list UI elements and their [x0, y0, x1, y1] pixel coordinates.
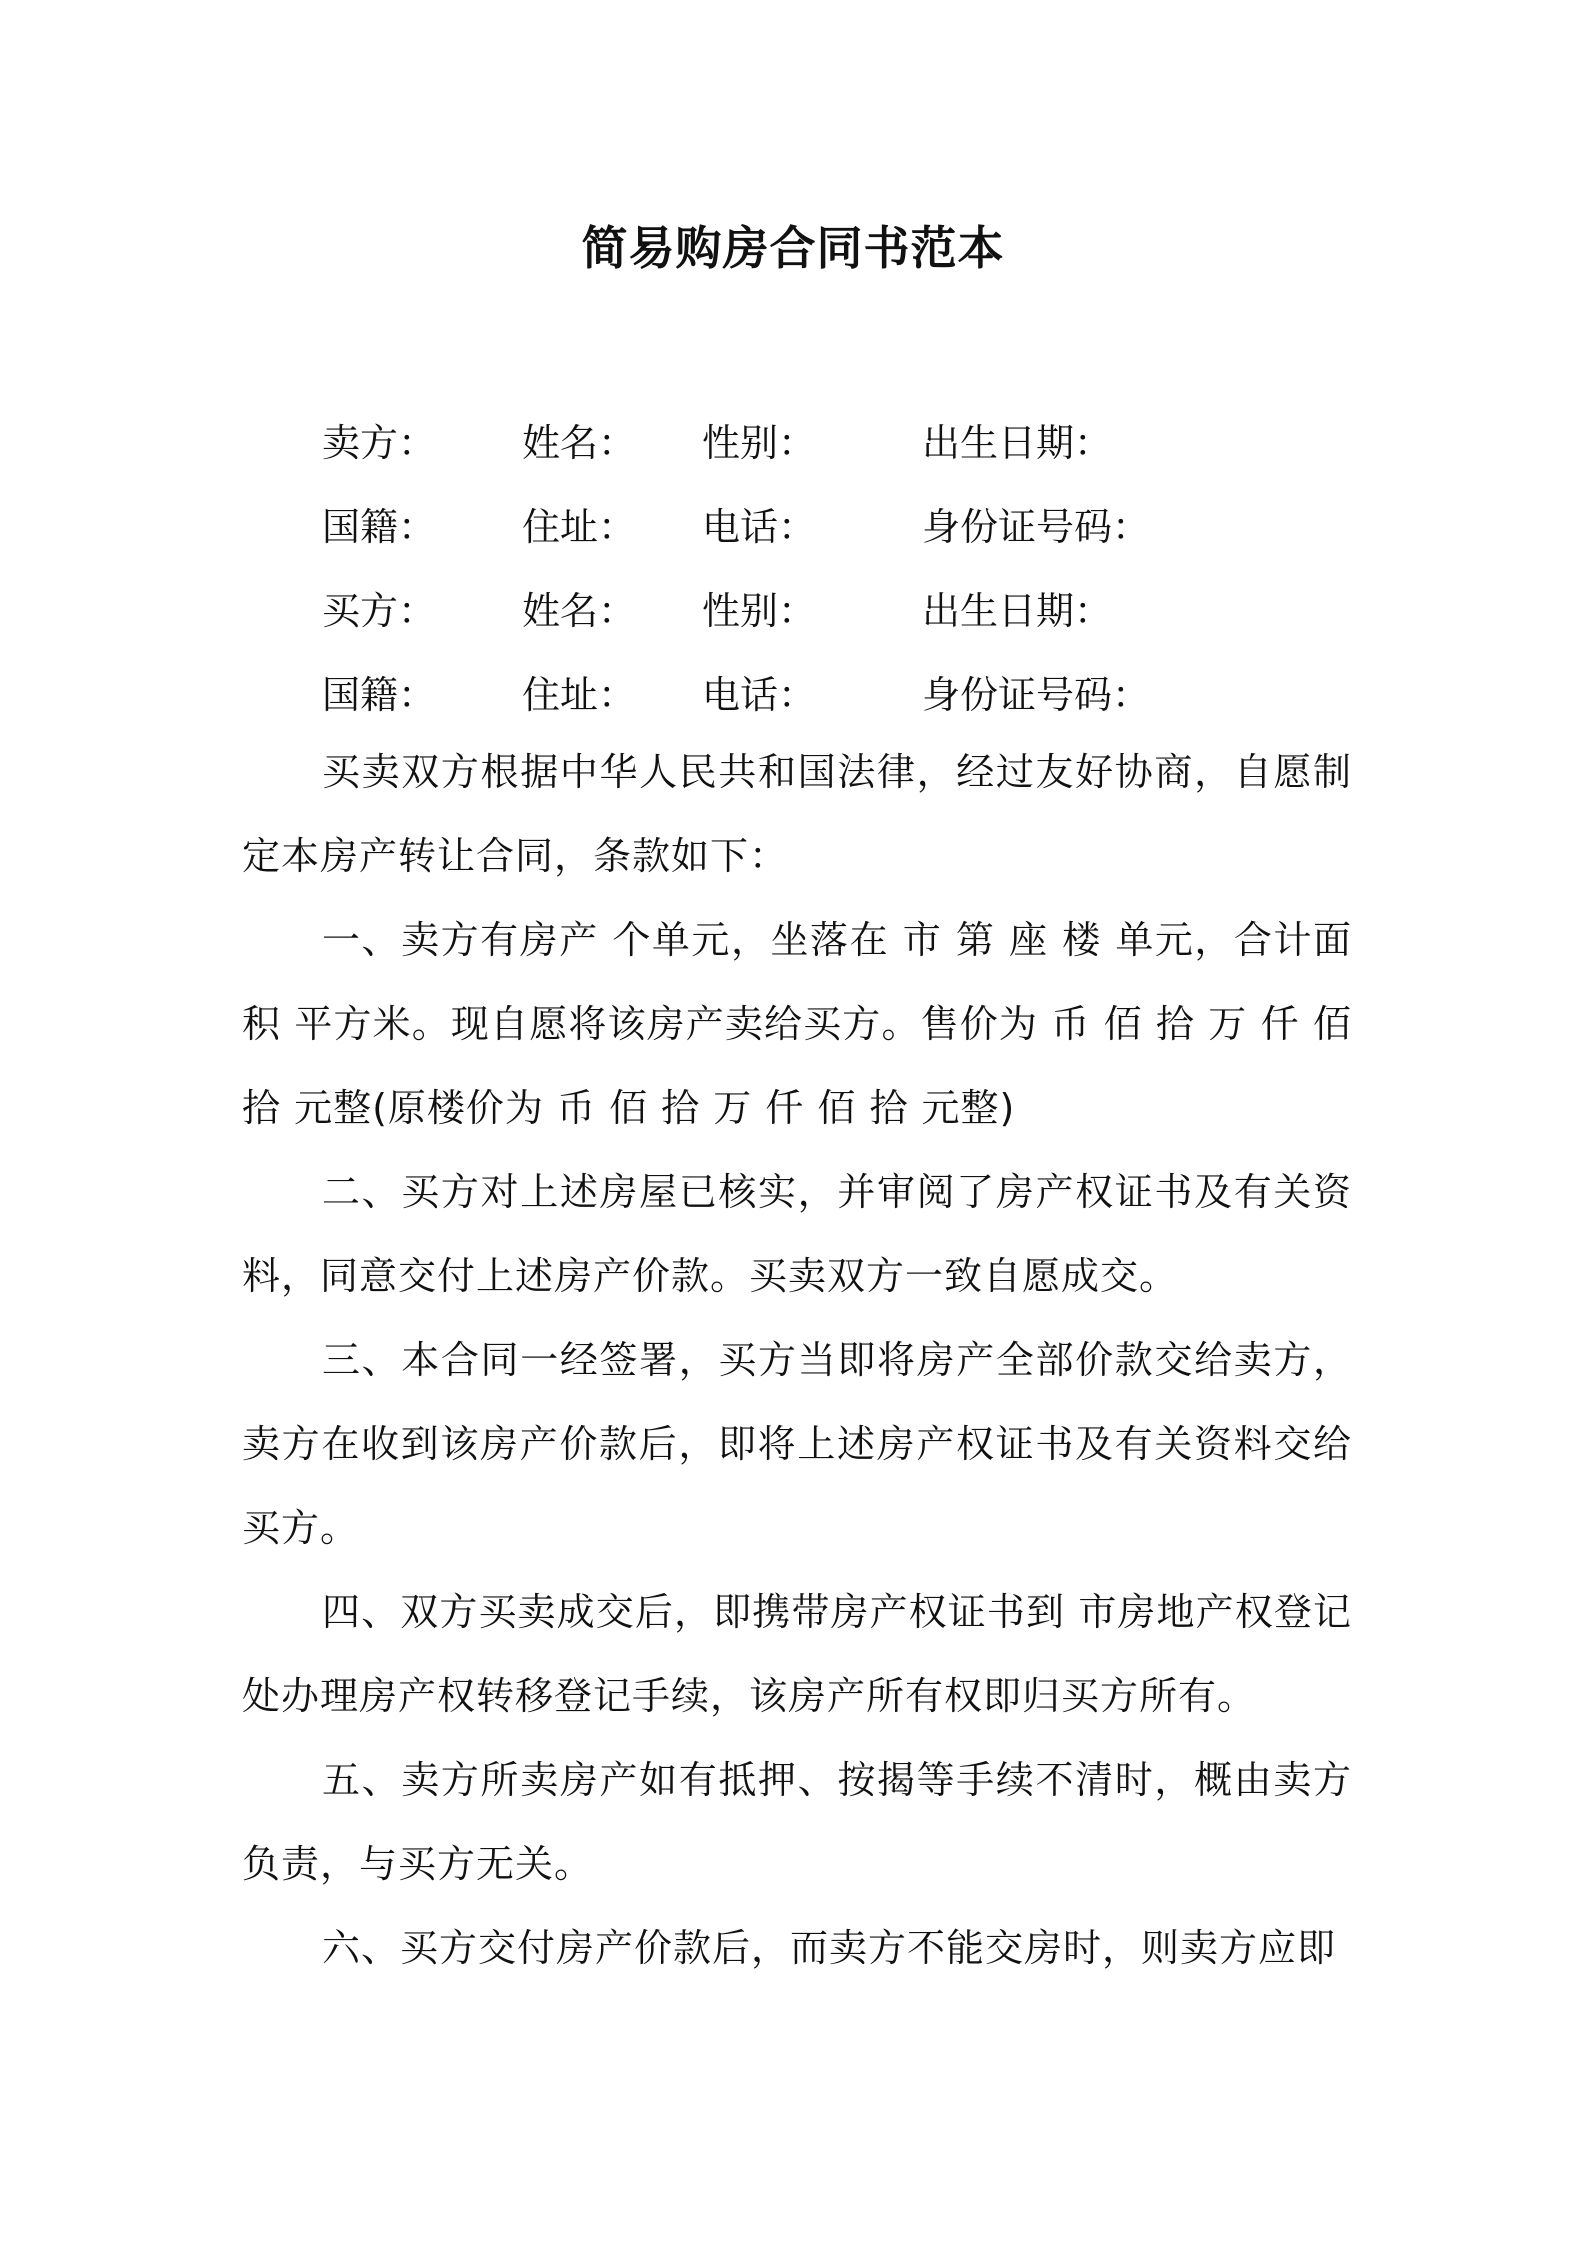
- buyer-name-label: 姓名：: [522, 589, 637, 633]
- clause-2-paragraph: 二、买方对上述房屋已核实，并审阅了房产权证书及有关资料，同意交付上述房产价款。买卖双方一致自愿成交。: [242, 1170, 1352, 1298]
- clause-1-paragraph: 一、卖方有房产 个单元，坐落在 市 第 座 楼 单元，合计面积 平方米。现自愿将该房产卖给买方。售价为 币 佰 拾 万 仟 佰 拾 元整(原楼价为 币 佰 拾 万 仟 佰 拾 元整): [242, 918, 1352, 1130]
- intro-paragraph: 买卖双方根据中华人民共和国法律，经过友好协商，自愿制定本房产转让合同，条款如下：: [242, 750, 1352, 878]
- clause-6-paragraph: 六、买方交付房产价款后，而卖方不能交房时，则卖方应即: [322, 1926, 1337, 1970]
- buyer-phone-label: 电话：: [702, 673, 817, 717]
- buyer-address-label: 住址：: [522, 673, 637, 717]
- clause-5-paragraph: 五、卖方所卖房产如有抵押、按揭等手续不清时，概由卖方负责，与买方无关。: [242, 1758, 1352, 1886]
- buyer-nationality-label: 国籍：: [322, 673, 437, 717]
- clause-4-paragraph: 四、双方买卖成交后，即携带房产权证书到 市房地产权登记处办理房产权转移登记手续，该房产所有权即归买方所有。: [242, 1590, 1352, 1718]
- seller-label: 卖方：: [322, 421, 437, 465]
- seller-nationality-label: 国籍：: [322, 505, 437, 549]
- document-title: 简易购房合同书范本: [581, 221, 1005, 275]
- seller-address-label: 住址：: [522, 505, 637, 549]
- buyer-label: 买方：: [322, 589, 437, 633]
- seller-birth-label: 出生日期：: [922, 421, 1113, 465]
- seller-name-label: 姓名：: [522, 421, 637, 465]
- seller-id-label: 身份证号码：: [922, 505, 1151, 549]
- buyer-gender-label: 性别：: [702, 589, 817, 633]
- seller-phone-label: 电话：: [702, 505, 817, 549]
- buyer-id-label: 身份证号码：: [922, 673, 1151, 717]
- seller-gender-label: 性别：: [702, 421, 817, 465]
- buyer-birth-label: 出生日期：: [922, 589, 1113, 633]
- clause-3-paragraph: 三、本合同一经签署，买方当即将房产全部价款交给卖方，卖方在收到该房产价款后，即将上述房产权证书及有关资料交给买方。: [242, 1338, 1352, 1550]
